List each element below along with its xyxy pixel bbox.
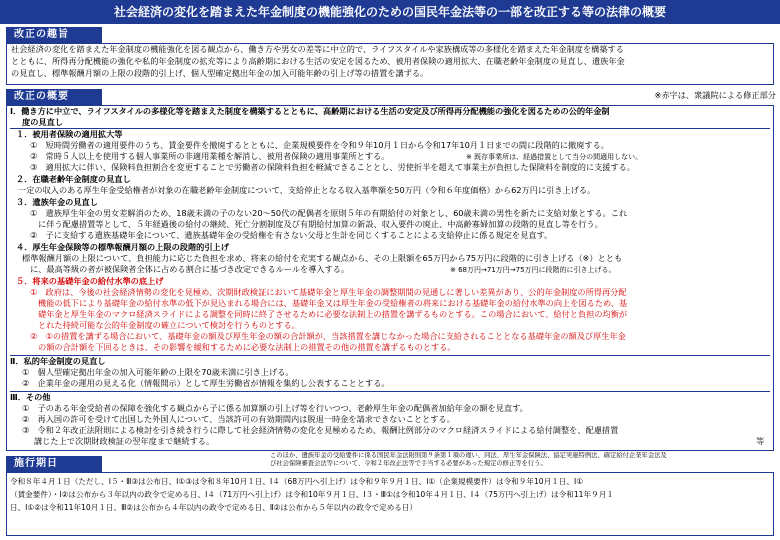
part1-heading-2: 度の見直し <box>22 117 63 127</box>
s4-note: ※ 68万円→71万円→75万円に段階的に引き上げる。 <box>450 266 616 274</box>
s5-line-2: 機能の低下により基礎年金の給付水準の低下が見込まれる場合には、基礎年金又は厚生年金の受給権者の将来における基礎年金の給付水準の向上を図るため、基 <box>38 298 628 308</box>
s1-line-2: ② 常時５人以上を使用する個人事業所の非適用業種を解消し、被用者保険の適用事業所とする。 <box>30 151 390 161</box>
p2-line-2: ② 企業年金の運用の見える化（情報開示）として厚生労働省が情報を集約し公表することとする。 <box>22 378 390 388</box>
s5-line-6: の額の合計額を下回るときは、その影響を緩和するために必要な法制上の措置その他の措置を講ずるものとする。 <box>38 342 456 352</box>
enforcement-line-1: 令和８年４月１日（ただし、Ⅰ５・Ⅲ③は公布日、Ⅰ①③は令和８年10月１日、Ⅰ４（68万円へ引上げ）は令和９年９月１日、Ⅰ①（企業規模要件）は令和９年10月１日、Ⅰ① <box>10 477 584 486</box>
s3-title: ３．遺族年金の見直し <box>16 197 98 207</box>
s5-line-3: 礎年金と厚生年金のマクロ経済スライドによる調整を同時に終了させるために必要な法制上の措置を講ずるものとする。この場合において、給付と負担の均衡が <box>38 309 628 319</box>
purpose-line-1: 社会経済の変化を踏まえた年金制度の機能強化を図る観点から、働き方や男女の差等に中立的で、ライフスタイルや家族構成等の多様化を踏まえた年金制度を構築する <box>11 44 624 54</box>
s1-line-2-note: ※ 既存事業所は、経過措置として当分の間適用しない。 <box>466 153 643 161</box>
p3-line-1: ① 子のある年金受給者の保障を強化する観点から子に係る加算額の引上げ等を行いつつ、老齢厚生年金の配偶者加給年金の額を見直す。 <box>22 403 528 413</box>
part1-heading: Ⅰ．働き方に中立で、ライフスタイルの多様化等を踏まえた制度を構築するとともに、高齢期における生活の安定及び所得再分配機能の強化を図るための公的年金制 <box>10 106 610 116</box>
s3-line-2: に伴う配慮措置等として、５年経過後の給付の継続、死亡分割制度及び有期給付加算の新設、収入要件の廃止、中高齢寡婦加算の段階的見直し等を行う。 <box>38 219 603 229</box>
overview-note: ※赤字は、衆議院による修正部分 <box>654 90 776 100</box>
s4-title: ４．厚生年金保険等の標準報酬月額の上限の段階的引上げ <box>16 242 229 252</box>
enforcement-line-3: 日、Ⅰ①②は令和11年10月１日、Ⅲ②は公布から４年以内の政令で定める日、Ⅱ②は公布から５年以内の政令で定める日） <box>10 503 418 512</box>
s3-line-3: ② 子に支給する遺族基礎年金について、遺族基礎年金の受給権を有さない父母と生計を同じくすることによる支給停止に係る規定を見直す。 <box>30 230 553 240</box>
s4-line-1: 標準報酬月額の上限について、負担能力に応じた負担を求め、将来の給付を充実する観点から、その上限額を65万円から75万円に段階的に引き上げる（※）ととも <box>22 253 623 263</box>
p2-line-1: ① 個人型確定拠出年金の加入可能年齢の上限を70歳未満に引き上げる。 <box>22 367 294 377</box>
s1-title: １．被用者保険の適用拡大等 <box>16 129 123 139</box>
s5-line-4: とれた持続可能な公的年金制度の確立について検討を行うものとする。 <box>38 320 300 330</box>
s5-title: ５．将来の基礎年金の給付水準の底上げ <box>16 276 164 286</box>
p3-line-2: ② 再入国の許可を受けて出国した外国人について、当該許可の有効期間内は脱退一時金を請求できないこととする。 <box>22 414 455 424</box>
s2-title: ２．在職老齢年金制度の見直し <box>16 174 131 184</box>
s2-line-1: 一定の収入のある厚生年金受給権者が対象の在職老齢年金制度について、支給停止となる収入基準額を50万円（令和６年度価格）から62万円に引き上げる。 <box>18 185 596 195</box>
enforcement-side-note-1: このほか、遺族年金の受給要件に係る国民年金法附則第９条第１項の違い、同法、厚生年金保険法、協定実施特例法、確定給付企業年金法及 <box>270 452 667 459</box>
s4-line-2: に、最高等級の者が被保険者全体に占める割合に基づき改定できるルールを導入する。 <box>30 264 350 274</box>
p3-end: 等 <box>756 436 765 446</box>
s5-line-5: ② ①の措置を講ずる場合において、基礎年金の額及び厚生年金の額の合計額が、当該措置を講じなかった場合に支給されることとなる基礎年金の額及び厚生年金 <box>30 331 626 341</box>
part3-heading: Ⅲ．その他 <box>10 392 51 402</box>
overview-label: 改正の概要 <box>6 89 102 105</box>
s5-line-1: ① 政府は、今後の社会経済情勢の変化を見極め、次期財政検証において基礎年金と厚生年金の調整期間の見通しに著しい差異があり、公的年金制度の所得再分配 <box>30 287 627 297</box>
s1-line-3: ③ 適用拡大に伴い、保険料負担割合を変更することで労働者の保険料負担を軽減できることとし、労使折半を超えて事業主が負担した保険料を制度的に支援する。 <box>30 162 636 172</box>
p3-line-4: 講じた上で次期財政検証の翌年度まで継続する。 <box>34 436 215 446</box>
purpose-line-2: とともに、所得再分配機能の強化や私的年金制度の拡充等により高齢期における生活の安定を図るため、被用者保険の適用拡大、在職老齢年金制度の見直し、遺族年金 <box>11 56 625 66</box>
enforcement-label: 施行期日 <box>6 456 102 472</box>
purpose-label: 改正の趣旨 <box>6 27 102 43</box>
enforcement-line-2: （賃金要件）・Ⅰ②は公布から３年以内の政令で定める日、Ⅰ４（71万円へ引上げ）は令和10年９月１日、Ⅰ３・Ⅲ①は令和10年４月１日、Ⅰ４（75万円へ引上げ）は令和11年９月１ <box>10 490 614 499</box>
purpose-line-3: の見直し、標準報酬月額の上限の段階的引上げ、個人型確定拠出年金の加入可能年齢の引上げ等の措置を講ずる。 <box>11 68 429 78</box>
part2-heading: Ⅱ．私的年金制度の見直し <box>10 356 106 366</box>
p3-line-3: ③ 令和２年改正法附則による検討を引き続き行うに際して社会経済情勢の変化を見極めるため、報酬比例部分のマクロ経済スライドによる給付調整を、配慮措置 <box>22 425 619 435</box>
s1-line-1: ① 短時間労働者の適用要件のうち、賃金要件を撤廃するとともに、企業規模要件を令和９年10月１日から令和17年10月１日までの間に段階的に撤廃する。 <box>30 140 609 150</box>
enforcement-side-note-2: び社会保険審査会法等について、令和２年改正法等で手当する必要があった規定の修正等を行う。 <box>270 460 547 467</box>
s3-line-1: ① 遺族厚生年金の男女差解消のため、18歳未満の子のない20～50代の配偶者を原則５年の有期給付の対象とし、60歳未満の男性を新たに支給対象とする。これ <box>30 208 628 218</box>
page-title: 社会経済の変化を踏まえた年金制度の機能強化のための国民年金法等の一部を改正する等の法律の概要 <box>0 0 780 24</box>
